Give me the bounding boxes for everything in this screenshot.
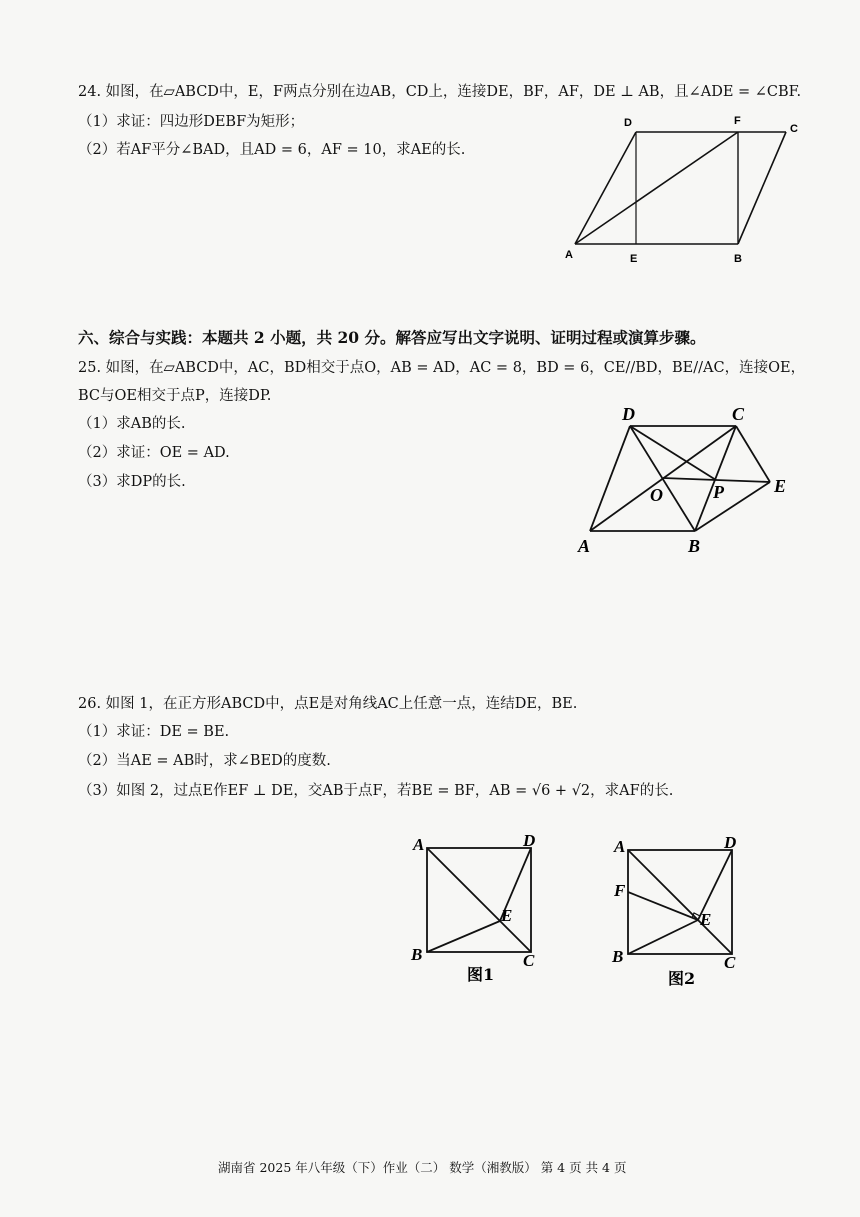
q24-stem: 24. 如图，在▱ABCD中，E，F两点分别在边AB，CD上，连接DE，BF，AF，DE ⊥ AB，且∠ADE = ∠CBF. [78, 84, 802, 100]
q26-fig2-seg-FE [628, 892, 698, 920]
q26-fig2-label-C: C [724, 953, 736, 972]
q24-seg-BC [738, 132, 786, 244]
q24-seg-AF [575, 132, 738, 244]
q26-fig1-label-C: C [523, 951, 535, 970]
q26-figure-2 [608, 830, 758, 995]
q25-label-B: B [688, 536, 701, 556]
q24-label-E: E [630, 253, 638, 265]
q25-seg-BE [695, 482, 770, 531]
q26-fig1-label-B: B [411, 945, 423, 964]
q24-part2: （2）若AF平分∠BAD，且AD = 6，AF = 10，求AE的长. [78, 142, 466, 158]
q26-fig2-label-A: A [614, 837, 626, 856]
q26-fig2-seg-BE [628, 920, 698, 954]
q25-part3: （3）求DP的长. [78, 474, 186, 490]
q24-label-F: F [734, 115, 741, 127]
q25-label-P: P [713, 482, 724, 502]
q24-label-D: D [624, 117, 632, 129]
q25-label-A: A [578, 536, 591, 556]
q26-fig1-label-E: E [501, 906, 513, 925]
q25-stem-line2: BC与OE相交于点P，连接DP. [78, 388, 272, 404]
q24-figure [560, 110, 810, 270]
q26-fig2-label-B: B [612, 947, 624, 966]
q24-label-A: A [565, 249, 573, 261]
q24-part1: （1）求证：四边形DEBF为矩形； [78, 114, 305, 130]
page-footer: 湖南省 2025 年八年级（下）作业（二） 数学（湘教版） 第 4 页 共 4 页 [218, 1160, 627, 1175]
q25-figure [570, 400, 800, 560]
q24-label-B: B [734, 253, 742, 265]
q26-stem: 26. 如图 1，在正方形ABCD中，点E是对角线AC上任意一点，连结DE，BE. [78, 696, 578, 712]
q26-part2: （2）当AE = AB时，求∠BED的度数. [78, 753, 331, 769]
q26-fig1-label-D: D [523, 831, 536, 850]
q26-fig2-label-D: D [724, 833, 737, 852]
q26-fig1-caption: 图1 [467, 965, 495, 984]
q25-label-O: O [650, 485, 663, 505]
q26-fig2-label-F: F [614, 881, 626, 900]
q24-label-C: C [790, 123, 798, 135]
q26-fig1-seg-AC [427, 848, 531, 952]
q25-part2: （2）求证：OE = AD. [78, 445, 230, 461]
q26-fig1-label-A: A [413, 835, 425, 854]
q25-seg-AD [590, 426, 630, 531]
q26-fig1-seg-BE [427, 921, 500, 952]
q26-part1: （1）求证：DE = BE. [78, 724, 230, 740]
q24-seg-AD [575, 132, 636, 244]
q25-label-E: E [774, 476, 787, 496]
q25-stem-line1: 25. 如图，在▱ABCD中，AC，BD相交于点O，AB = AD，AC = 8，BD = 6，CE//BD，BE//AC，连接OE， [78, 360, 806, 376]
q25-seg-CE [736, 426, 770, 482]
q26-fig2-seg-AC [628, 850, 732, 954]
q26-figure-1 [405, 830, 555, 995]
q26-fig2-caption: 图2 [668, 969, 696, 988]
q26-part3: （3）如图 2，过点E作EF ⊥ DE，交AB于点F，若BE = BF，AB = √6 + √2，求AF的长. [78, 783, 674, 799]
q25-part1: （1）求AB的长. [78, 416, 186, 432]
section6-heading: 六、综合与实践：本题共 2 小题，共 20 分。解答应写出文字说明、证明过程或演算步骤。 [78, 328, 706, 347]
q25-label-C: C [732, 404, 745, 424]
q26-fig2-label-E: E [700, 910, 712, 929]
q25-label-D: D [622, 404, 635, 424]
